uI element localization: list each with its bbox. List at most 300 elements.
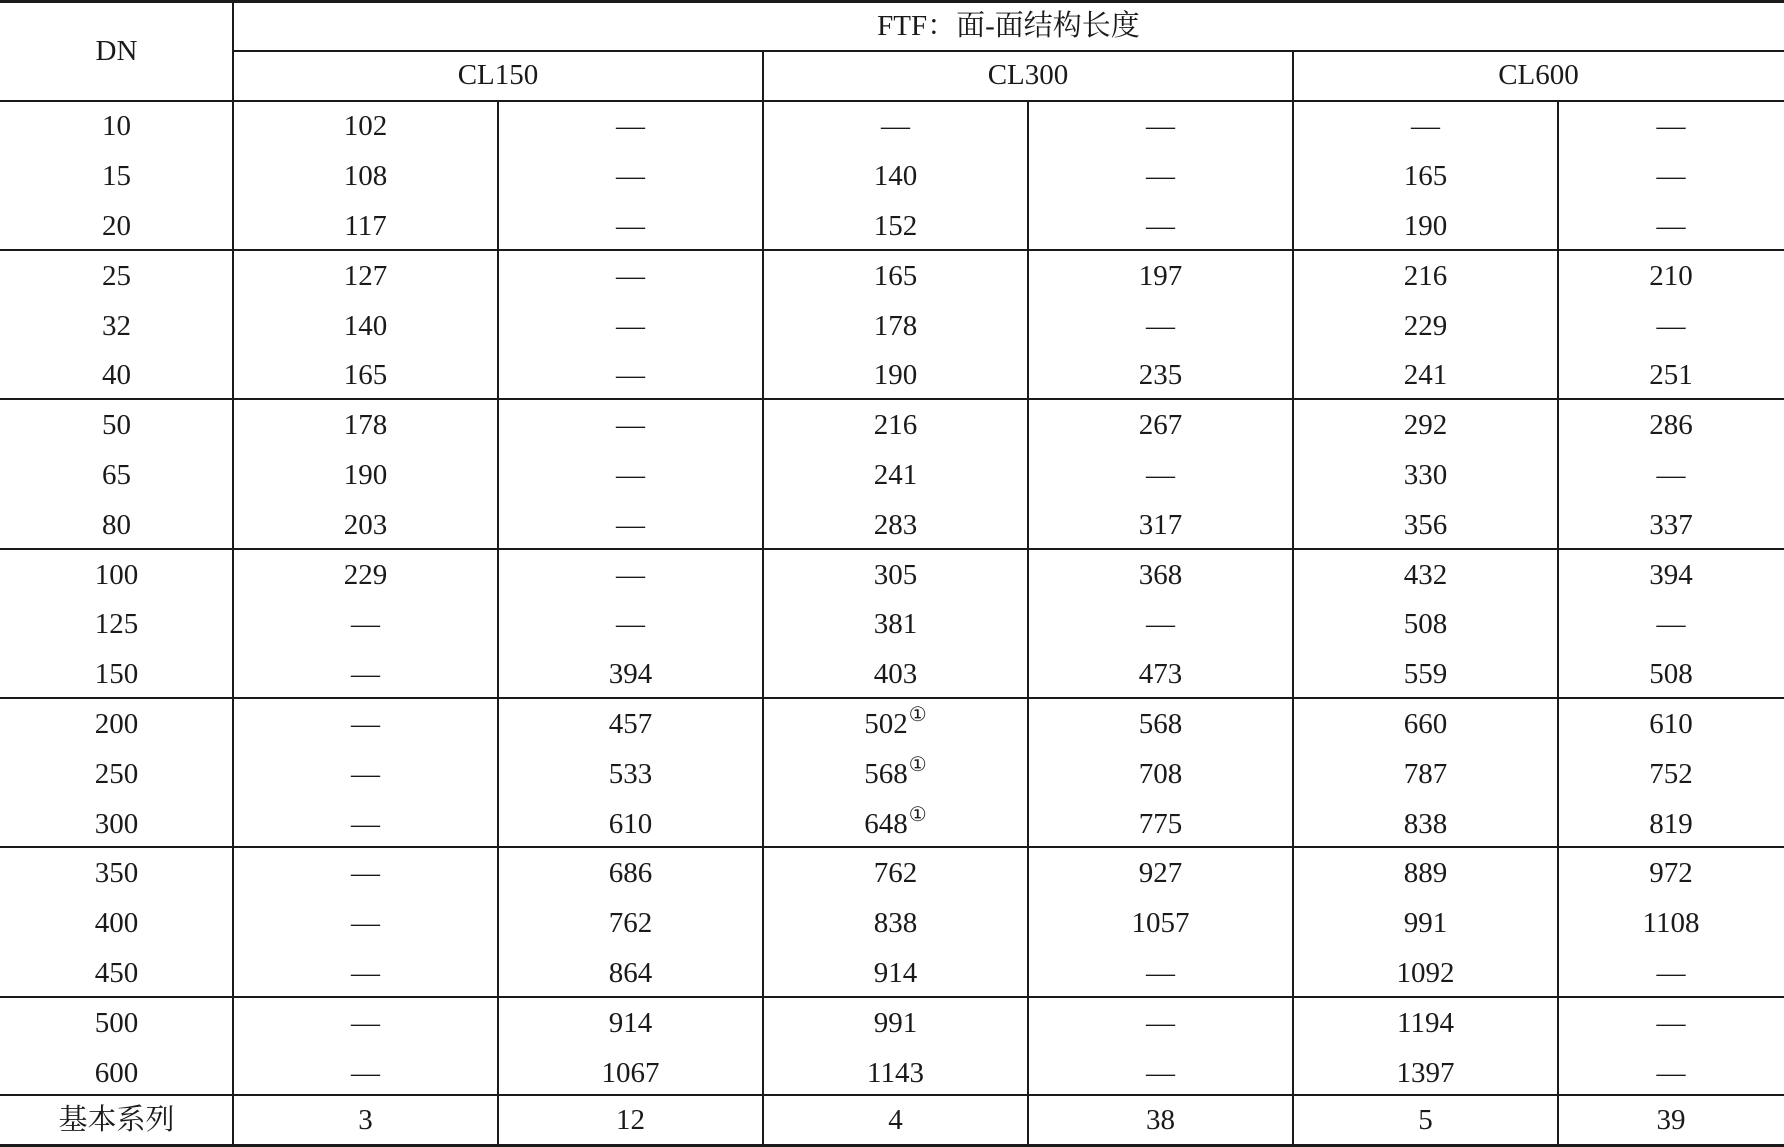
cell-text: 568 [1138, 707, 1183, 740]
cell-text: — [351, 707, 380, 740]
cell-text: 991 [1403, 907, 1448, 940]
cell-text: 150 [94, 658, 139, 691]
cell-text: — [1656, 956, 1686, 989]
cell-text: 190 [873, 359, 918, 392]
cell-text: 117 [344, 209, 387, 242]
table-cell [498, 500, 763, 550]
basic-series-value [763, 1095, 1028, 1145]
cell-text: — [1146, 160, 1175, 193]
dn-value [0, 500, 233, 550]
table-cell [763, 998, 1028, 1048]
cell-text: — [881, 110, 910, 143]
cell-text: — [1656, 209, 1686, 242]
table-cell [1558, 700, 1784, 750]
table-cell [1558, 500, 1784, 550]
cell-text: — [1146, 110, 1175, 143]
cell-text: 229 [1403, 309, 1448, 342]
table-cell [233, 998, 498, 1048]
basic-series-value [498, 1095, 763, 1145]
cell-text: 140 [343, 309, 388, 342]
table-cell [498, 998, 763, 1048]
cell-text: 889 [1403, 857, 1448, 890]
dn-header [0, 2, 233, 100]
cell-text: — [1656, 309, 1686, 342]
cell-text: 450 [94, 956, 139, 989]
cell-text: 381 [873, 608, 918, 641]
cell-text: FTF：面-面结构长度 [877, 9, 1140, 42]
table-cell [1028, 351, 1293, 401]
cell-text: — [616, 160, 645, 193]
footnote-mark: ① [908, 804, 927, 827]
table-cell [763, 500, 1028, 550]
cell-text: 1057 [1131, 907, 1190, 940]
cell-text: 12 [616, 1103, 645, 1136]
basic-series-value [233, 1095, 498, 1145]
table-top-rule [0, 0, 1784, 3]
pressure-class-header [233, 50, 763, 100]
cell-text: 330 [1403, 458, 1448, 491]
cell-text: 610 [608, 807, 653, 840]
cell-text: 403 [873, 658, 918, 691]
cell-text: 356 [1403, 508, 1448, 541]
cell-text: 1092 [1396, 956, 1455, 989]
cell-text: 216 [1403, 259, 1448, 292]
table-cell [233, 351, 498, 401]
table-cell [233, 102, 498, 152]
table-cell [763, 600, 1028, 650]
table-cell [498, 700, 763, 750]
cell-text: 基本系列 [58, 1103, 175, 1136]
cell-text: — [616, 110, 645, 143]
table-cell [763, 451, 1028, 501]
table-cell [1293, 849, 1558, 899]
table-cell [233, 202, 498, 252]
table-cell [1028, 102, 1293, 152]
dn-value [0, 301, 233, 351]
table-cell [1028, 849, 1293, 899]
table-cell [233, 700, 498, 750]
column-divider [497, 100, 499, 1145]
dn-column-divider [232, 2, 234, 1145]
cell-text: 838 [1403, 807, 1448, 840]
cell-text: — [1656, 458, 1686, 491]
table-cell [763, 1048, 1028, 1098]
dn-value [0, 102, 233, 152]
cell-text: 350 [94, 857, 139, 890]
table-cell [498, 202, 763, 252]
group-divider [0, 996, 1784, 998]
table-cell [498, 401, 763, 451]
table-cell [1293, 550, 1558, 600]
cell-text: 660 [1403, 707, 1448, 740]
class-divider [1292, 50, 1294, 1145]
cell-text: 1397 [1396, 1056, 1455, 1089]
table-cell [763, 700, 1028, 750]
table-cell [233, 949, 498, 999]
dn-value [0, 949, 233, 999]
cell-text: 15 [102, 160, 131, 193]
cell-text: 600 [94, 1056, 139, 1089]
basic-series-label [0, 1095, 233, 1145]
table-cell [233, 799, 498, 849]
table-cell [498, 650, 763, 700]
cell-text: — [351, 1056, 380, 1089]
footnote-mark: ① [908, 704, 927, 727]
cell-text: — [616, 409, 645, 442]
table-cell [1028, 650, 1293, 700]
cell-text: 819 [1649, 807, 1693, 840]
cell-text: 838 [873, 907, 918, 940]
table-cell [763, 251, 1028, 301]
cell-text: — [616, 309, 645, 342]
cell-text: — [616, 558, 645, 591]
table-cell [1028, 749, 1293, 799]
table-cell [763, 152, 1028, 202]
cell-text: 305 [873, 558, 918, 591]
header-bottom-rule [0, 100, 1784, 102]
table-cell [763, 949, 1028, 999]
table-cell [498, 102, 763, 152]
cell-text: 80 [102, 508, 131, 541]
table-cell [498, 351, 763, 401]
cell-text: 178 [343, 409, 388, 442]
cell-text: 317 [1138, 508, 1183, 541]
dn-value [0, 152, 233, 202]
cell-text: 229 [343, 558, 388, 591]
group-divider [0, 249, 1784, 251]
cell-text: 394 [608, 658, 653, 691]
cell-text: 533 [608, 757, 653, 790]
table-cell [498, 451, 763, 501]
cell-text: 102 [343, 110, 388, 143]
dn-value [0, 799, 233, 849]
cell-text: — [351, 608, 380, 641]
cell-text: — [616, 608, 645, 641]
cell-text: 152 [873, 209, 918, 242]
cell-text: 50 [102, 409, 131, 442]
cell-text: — [616, 359, 645, 392]
cell-text: 914 [608, 1006, 653, 1039]
table-cell [763, 202, 1028, 252]
table-cell [233, 749, 498, 799]
dn-value [0, 451, 233, 501]
cell-text: 190 [343, 458, 388, 491]
cell-text: — [1411, 110, 1440, 143]
table-cell [1558, 998, 1784, 1048]
cell-text: 394 [1649, 558, 1693, 591]
cell-text: 337 [1649, 508, 1693, 541]
dn-value [0, 351, 233, 401]
cell-text: 165 [873, 259, 918, 292]
group-divider [0, 697, 1784, 699]
footer-divider [0, 1094, 1784, 1096]
table-cell [498, 799, 763, 849]
class-divider [762, 50, 764, 1145]
table-cell [1293, 202, 1558, 252]
pressure-class-header [763, 50, 1293, 100]
basic-series-value [1028, 1095, 1293, 1145]
cell-text: 432 [1403, 558, 1448, 591]
table-cell [498, 899, 763, 949]
table-cell [1293, 500, 1558, 550]
cell-text: DN [95, 34, 138, 67]
cell-text: — [1656, 608, 1686, 641]
table-cell [1293, 251, 1558, 301]
cell-text: 241 [873, 458, 918, 491]
cell-text: 292 [1403, 409, 1448, 442]
table-cell [1558, 1048, 1784, 1098]
table-cell [233, 451, 498, 501]
table-cell [498, 600, 763, 650]
cell-text: 25 [102, 259, 131, 292]
cell-text: 457 [608, 707, 653, 740]
table-cell [763, 351, 1028, 401]
cell-text: — [351, 956, 380, 989]
cell-text: 1108 [1642, 907, 1700, 940]
table-cell [1293, 1048, 1558, 1098]
table-cell [498, 550, 763, 600]
table-cell [763, 650, 1028, 700]
cell-text: 190 [1403, 209, 1448, 242]
table-cell [1293, 998, 1558, 1048]
group-title-header [233, 2, 1784, 50]
cell-text: 108 [343, 160, 388, 193]
cell-text: 40 [102, 359, 131, 392]
cell-text: 165 [1403, 160, 1448, 193]
table-cell [1293, 899, 1558, 949]
cell-text: 283 [873, 508, 918, 541]
table-cell [763, 301, 1028, 351]
table-cell [763, 799, 1028, 849]
table-cell [1558, 152, 1784, 202]
table-cell [1028, 401, 1293, 451]
cell-text: 400 [94, 907, 139, 940]
column-divider [1027, 100, 1029, 1145]
table-cell [1028, 202, 1293, 252]
table-cell [1293, 600, 1558, 650]
table-cell [1558, 202, 1784, 252]
table-cell [1558, 849, 1784, 899]
dn-value [0, 849, 233, 899]
table-cell [233, 251, 498, 301]
cell-text: 1067 [601, 1056, 660, 1089]
cell-text: 972 [1649, 857, 1693, 890]
table-cell [1028, 700, 1293, 750]
table-cell [1028, 500, 1293, 550]
table-cell [1558, 550, 1784, 600]
cell-text: 286 [1649, 409, 1693, 442]
cell-text: 140 [873, 160, 918, 193]
cell-text: — [351, 807, 380, 840]
cell-text: 65 [102, 458, 131, 491]
cell-text: 267 [1138, 409, 1183, 442]
table-cell [1558, 351, 1784, 401]
table-cell [1293, 650, 1558, 700]
cell-text: 787 [1403, 757, 1448, 790]
table-cell [1558, 650, 1784, 700]
header-divider [233, 50, 1784, 52]
cell-text: 473 [1138, 658, 1183, 691]
cell-text: 197 [1138, 259, 1183, 292]
cell-text: CL150 [457, 58, 539, 91]
table-cell [498, 949, 763, 999]
cell-text: 241 [1403, 359, 1448, 392]
cell-text: 203 [343, 508, 388, 541]
table-cell [1028, 799, 1293, 849]
cell-text: 762 [873, 857, 918, 890]
dn-value [0, 998, 233, 1048]
table-cell [763, 849, 1028, 899]
table-cell [1028, 451, 1293, 501]
table-cell [763, 749, 1028, 799]
table-cell [498, 251, 763, 301]
table-cell [1558, 251, 1784, 301]
table-cell [233, 650, 498, 700]
table-cell [1558, 102, 1784, 152]
table-cell [1028, 600, 1293, 650]
table-cell [1558, 749, 1784, 799]
table-cell [1293, 700, 1558, 750]
cell-text: — [616, 508, 645, 541]
cell-text: — [616, 209, 645, 242]
cell-text: — [616, 259, 645, 292]
cell-text: 864 [608, 956, 653, 989]
cell-text: — [1656, 1006, 1686, 1039]
cell-text: — [1656, 110, 1686, 143]
cell-text: 991 [873, 1006, 918, 1039]
cell-text: 927 [1138, 857, 1183, 890]
table-cell [1558, 301, 1784, 351]
cell-text: 1143 [867, 1056, 924, 1089]
table-cell [233, 1048, 498, 1098]
table-cell [233, 550, 498, 600]
group-divider [0, 398, 1784, 400]
cell-text: 3 [358, 1103, 373, 1136]
dn-value [0, 700, 233, 750]
cell-text: — [351, 757, 380, 790]
cell-text: 500 [94, 1006, 139, 1039]
cell-text: — [1146, 209, 1175, 242]
table-cell [498, 152, 763, 202]
cell-text: — [1146, 956, 1175, 989]
cell-text: 165 [343, 359, 388, 392]
cell-text: — [1656, 1056, 1686, 1089]
cell-text: 300 [94, 807, 139, 840]
cell-text: 100 [94, 558, 139, 591]
table-cell [763, 102, 1028, 152]
table-cell [1293, 451, 1558, 501]
table-cell [1558, 899, 1784, 949]
cell-text: 752 [1649, 757, 1693, 790]
cell-text: 508 [1649, 658, 1693, 691]
table-cell [1028, 998, 1293, 1048]
column-divider [1557, 100, 1559, 1145]
table-cell [1028, 1048, 1293, 1098]
table-cell [1028, 152, 1293, 202]
basic-series-value [1293, 1095, 1558, 1145]
table-cell [1293, 102, 1558, 152]
dn-value [0, 600, 233, 650]
cell-text: 4 [888, 1103, 903, 1136]
cell-text: — [351, 658, 380, 691]
cell-text: 10 [102, 110, 131, 143]
cell-text: 38 [1146, 1103, 1175, 1136]
cell-text: 235 [1138, 359, 1183, 392]
table-cell [1293, 401, 1558, 451]
cell-text: 125 [94, 608, 139, 641]
cell-text: 200 [94, 707, 139, 740]
table-cell [498, 301, 763, 351]
cell-text: 559 [1403, 658, 1448, 691]
dn-value [0, 1048, 233, 1098]
basic-series-value [1558, 1095, 1784, 1145]
table-cell [498, 849, 763, 899]
cell-text: 368 [1138, 558, 1183, 591]
cell-text: 1194 [1397, 1006, 1454, 1039]
table-cell [233, 301, 498, 351]
table-cell [1293, 351, 1558, 401]
cell-text: 178 [873, 309, 918, 342]
dn-value [0, 550, 233, 600]
table-cell [1293, 799, 1558, 849]
table-cell [763, 401, 1028, 451]
cell-text: 568 [864, 757, 908, 790]
cell-text: 32 [102, 309, 131, 342]
table-cell [1558, 799, 1784, 849]
table-cell [1558, 949, 1784, 999]
table-cell [1028, 550, 1293, 600]
cell-text: — [1146, 1056, 1175, 1089]
cell-text: 708 [1138, 757, 1183, 790]
pressure-class-header [1293, 50, 1784, 100]
cell-text: 20 [102, 209, 131, 242]
group-divider [0, 548, 1784, 550]
table-cell [763, 550, 1028, 600]
dn-value [0, 749, 233, 799]
table-cell [1558, 451, 1784, 501]
table-cell [233, 899, 498, 949]
dn-value [0, 401, 233, 451]
group-divider [0, 846, 1784, 848]
table-cell [1293, 949, 1558, 999]
cell-text: 216 [873, 409, 918, 442]
cell-text: 648 [864, 807, 908, 840]
dn-value [0, 899, 233, 949]
table-cell [1028, 949, 1293, 999]
cell-text: 775 [1138, 807, 1183, 840]
table-cell [1028, 301, 1293, 351]
cell-text: 508 [1403, 608, 1448, 641]
cell-text: 39 [1656, 1103, 1686, 1136]
cell-text: CL300 [987, 58, 1069, 91]
cell-text: 686 [608, 857, 653, 890]
cell-text: — [616, 458, 645, 491]
cell-text: 251 [1649, 359, 1693, 392]
cell-text: 610 [1649, 707, 1693, 740]
footnote-mark: ① [908, 754, 927, 777]
cell-text: 502 [864, 707, 908, 740]
cell-text: — [1146, 458, 1175, 491]
cell-text: CL600 [1498, 58, 1579, 91]
table-cell [1028, 251, 1293, 301]
cell-text: — [351, 1006, 380, 1039]
table-cell [233, 152, 498, 202]
table-cell [498, 749, 763, 799]
dn-value [0, 251, 233, 301]
table-cell [1558, 600, 1784, 650]
table-cell [1293, 301, 1558, 351]
table-cell [1558, 401, 1784, 451]
